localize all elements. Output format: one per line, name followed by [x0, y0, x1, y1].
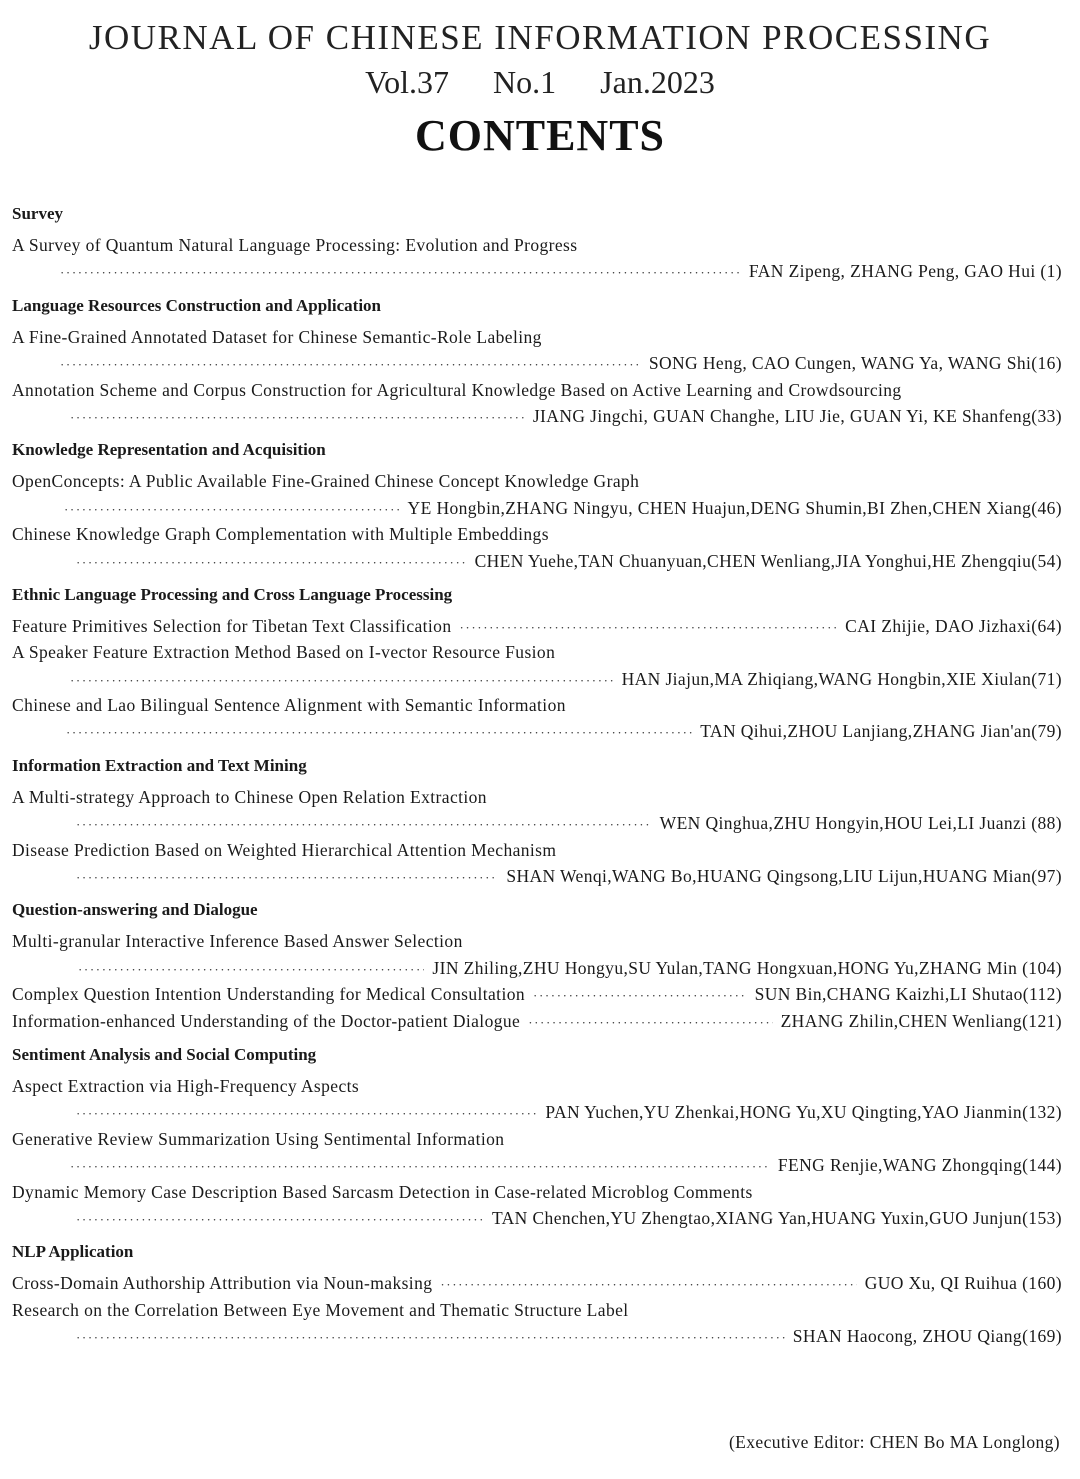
- article-entry[interactable]: Complex Question Intention Understanding for Medical Consultation ····· SUN Bin,CHANG Kaizhi,LI Shutao(112): [12, 981, 1062, 1007]
- leader-dots: [440, 1272, 856, 1296]
- article-authors: ····· SHAN Haocong, ZHOU Qiang(169): [12, 1323, 1062, 1349]
- article-authors: ····· FENG Renjie,WANG Zhongqing(144): [12, 1152, 1062, 1178]
- section-heading: NLP Application: [12, 1242, 134, 1262]
- article-authors: ····· CHEN Yuehe,TAN Chuanyuan,CHEN Wenliang,JIA Yonghui,HE Zhengqiu(54): [12, 548, 1062, 574]
- leader-dots: [64, 497, 400, 521]
- issue-number: No.1: [493, 64, 557, 100]
- article-authors: ····· TAN Chenchen,YU Zhengtao,XIANG Yan,HUANG Yuxin,GUO Junjun(153): [12, 1205, 1062, 1231]
- article-authors: ····· YE Hongbin,ZHANG Ningyu, CHEN Huajun,DENG Shumin,BI Zhen,CHEN Xiang(46): [12, 495, 1062, 521]
- leader-dots: [76, 1325, 785, 1349]
- leader-dots: [528, 1010, 772, 1034]
- article-title[interactable]: Research on the Correlation Between Eye Movement and Thematic Structure Label: [12, 1299, 629, 1320]
- article-title[interactable]: Chinese and Lao Bilingual Sentence Alignment with Semantic Information: [12, 695, 566, 716]
- section-heading: Language Resources Construction and Application: [12, 295, 382, 315]
- section-heading: Knowledge Representation and Acquisition: [12, 440, 326, 460]
- article-authors: ····· JIANG Jingchi, GUAN Changhe, LIU Jie, GUAN Yi, KE Shanfeng(33): [12, 403, 1062, 429]
- volume: Vol.37: [365, 64, 450, 100]
- article-title[interactable]: OpenConcepts: A Public Available Fine-Grained Chinese Concept Knowledge Graph: [12, 471, 640, 492]
- contents-heading: CONTENTS: [414, 111, 666, 160]
- section-heading: Information Extraction and Text Mining: [12, 755, 307, 775]
- leader-dots: [60, 352, 641, 376]
- leader-dots: [76, 1207, 484, 1231]
- article-title[interactable]: A Survey of Quantum Natural Language Processing: Evolution and Progress: [12, 235, 578, 255]
- article-entry[interactable]: Cross-Domain Authorship Attribution via Noun-maksing ····· GUO Xu, QI Ruihua (160): [12, 1270, 1062, 1296]
- article-authors: ····· JIN Zhiling,ZHU Hongyu,SU Yulan,TANG Hongxuan,HONG Yu,ZHANG Min (104): [12, 955, 1062, 981]
- journal-title: JOURNAL OF CHINESE INFORMATION PROCESSING: [88, 18, 992, 57]
- article-title[interactable]: A Speaker Feature Extraction Method Based on I-vector Resource Fusion: [12, 642, 556, 663]
- executive-editor: (Executive Editor: CHEN Bo MA Longlong): [728, 1432, 1060, 1452]
- leader-dots: [76, 812, 652, 836]
- article-entry[interactable]: Information-enhanced Understanding of the Doctor-patient Dialogue ····· ZHANG Zhilin,CHEN Wenliang(121): [12, 1008, 1062, 1034]
- issue-date: Jan.2023: [600, 64, 715, 100]
- article-authors: ····· SONG Heng, CAO Cungen, WANG Ya, WANG Shi(16): [12, 350, 1062, 376]
- article-title[interactable]: Annotation Scheme and Corpus Construction for Agricultural Knowledge Based on Active Learning and Crowdsourcing: [12, 379, 902, 400]
- section-heading: Sentiment Analysis and Social Computing: [12, 1044, 317, 1064]
- article-authors: ····· TAN Qihui,ZHOU Lanjiang,ZHANG Jian'an(79): [12, 718, 1062, 744]
- article-authors: ····· FAN Zipeng, ZHANG Peng, GAO Hui (1): [12, 258, 1062, 284]
- section-heading: Question-answering and Dialogue: [12, 900, 258, 920]
- article-title[interactable]: Chinese Knowledge Graph Complementation with Multiple Embeddings: [12, 524, 549, 545]
- article-title[interactable]: Dynamic Memory Case Description Based Sarcasm Detection in Case-related Microblog Comments: [12, 1181, 753, 1202]
- article-title[interactable]: Aspect Extraction via High-Frequency Aspects: [12, 1075, 360, 1096]
- leader-dots: [76, 865, 498, 889]
- leader-dots: [70, 405, 525, 429]
- article-title[interactable]: Generative Review Summarization Using Sentimental Information: [12, 1128, 505, 1149]
- article-authors: ····· SHAN Wenqi,WANG Bo,HUANG Qingsong,LIU Lijun,HUANG Mian(97): [12, 863, 1062, 889]
- leader-dots: [66, 720, 692, 744]
- article-title[interactable]: Disease Prediction Based on Weighted Hierarchical Attention Mechanism: [12, 839, 557, 860]
- section-heading: Ethnic Language Processing and Cross Language Processing: [12, 584, 453, 604]
- article-title[interactable]: Multi-granular Interactive Inference Based Answer Selection: [12, 931, 463, 952]
- leader-dots: [533, 983, 747, 1007]
- leader-dots: [76, 1101, 537, 1125]
- leader-dots: [76, 550, 467, 574]
- section-heading: Survey: [12, 204, 63, 223]
- issue-line: [0, 64, 1080, 101]
- leader-dots: [70, 668, 614, 692]
- leader-dots: [78, 957, 424, 981]
- leader-dots: [60, 260, 741, 284]
- article-authors: ····· PAN Yuchen,YU Zhenkai,HONG Yu,XU Qingting,YAO Jianmin(132): [12, 1099, 1062, 1125]
- article-title[interactable]: A Multi-strategy Approach to Chinese Open Relation Extraction: [12, 786, 487, 807]
- article-entry[interactable]: Feature Primitives Selection for Tibetan Text Classification ····· CAI Zhijie, DAO Jizhaxi(64): [12, 613, 1062, 639]
- table-of-contents: [12, 196, 1062, 1350]
- article-authors: ····· HAN Jiajun,MA Zhiqiang,WANG Hongbin,XIE Xiulan(71): [12, 666, 1062, 692]
- leader-dots: [459, 615, 837, 639]
- article-authors: ····· WEN Qinghua,ZHU Hongyin,HOU Lei,LI Juanzi (88): [12, 810, 1062, 836]
- article-title[interactable]: A Fine-Grained Annotated Dataset for Chinese Semantic-Role Labeling: [12, 326, 542, 347]
- leader-dots: [70, 1154, 770, 1178]
